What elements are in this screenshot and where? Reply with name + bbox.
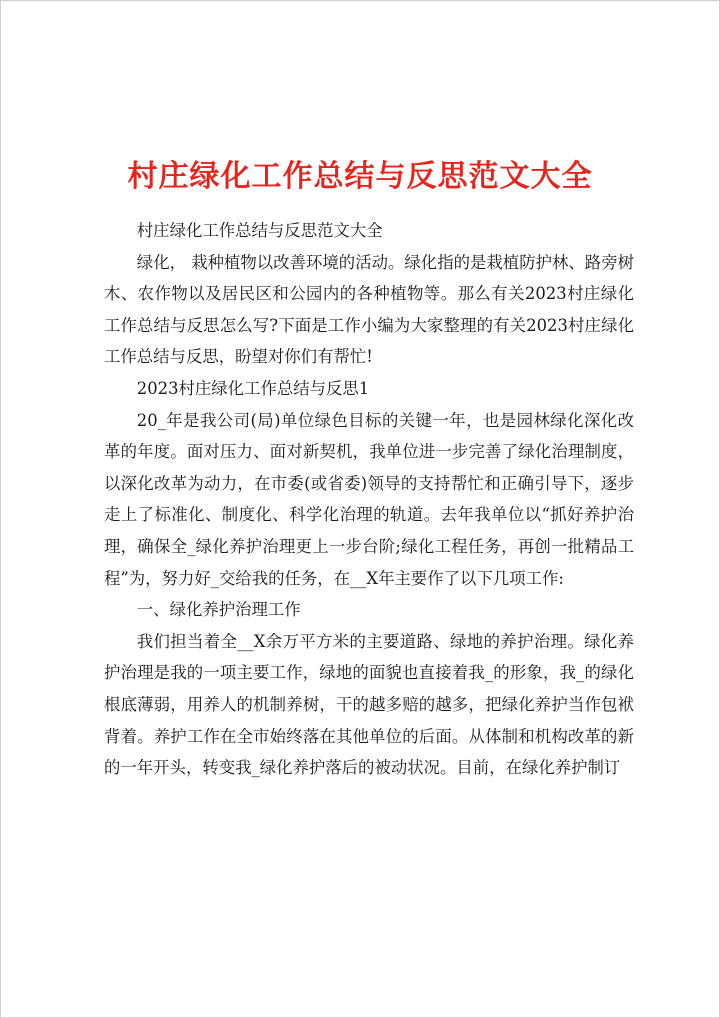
subsection-heading: 一、绿化养护治理工作 [136, 600, 301, 620]
paragraph-intro: 绿化， 栽种植物以改善环境的活动。绿化指的是栽植防护林、路旁树木、农作物以及居民区和公园内的各种植物等。那么有关2023村庄绿化工作总结与反思怎么写?下面是工作小编为大家整理的有关2023村庄绿化工作总结与反思，盼望对你们有帮忙! [104, 252, 634, 367]
paragraph-subtitle: 村庄绿化工作总结与反思范文大全 [136, 221, 383, 240]
paragraph: 20_年是我公司(局)单位绿色目标的关键一年，也是园林绿化深化改革的年度。面对压力、面对新契机，我单位进一步完善了绿化治理制度，以深化改革为动力，在市委(或省委)领导的支持帮忙和正确引导下，逐步走上了标准化、制度化、科学化治理的轨道。去年我单位以“抓好养护治理，确保全_绿化养护治理更上一步台阶;绿化工程任务，再创一批精品工程”为，努力好_交给我的任务，在__X年主要作了以下几项工作: [104, 410, 634, 588]
document-title: 村庄绿化工作总结与反思范文大全 [127, 159, 593, 194]
paragraph: 我们担当着全__X余万平方米的主要道路、绿地的养护治理。绿化养护治理是我的一项主要工作，绿地的面貌也直接着我_的形象，我_的绿化根底薄弱，用养人的机制养树，干的越多赔的越多，把绿化养护当作包袱背着。养护工作在全市始终落在其他单位的后面。从体制和机构改革的新的一年开头，转变我_绿化养护落后的被动状况。目前，在绿化养护制订 [104, 631, 634, 778]
section-heading: 2023村庄绿化工作总结与反思1 [136, 378, 370, 398]
document-body [104, 215, 634, 784]
